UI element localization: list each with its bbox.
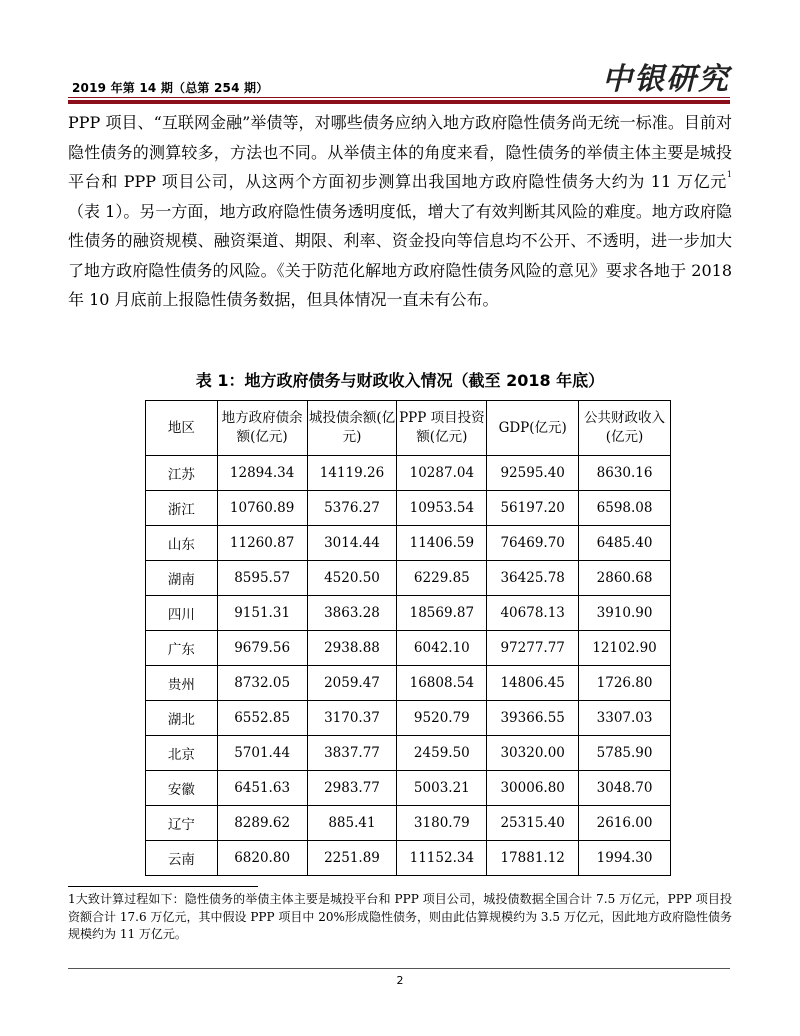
table-header-cell: 地方政府债余额(亿元): [217, 401, 307, 456]
value-cell: 92595.40: [487, 456, 579, 491]
value-cell: 3307.03: [579, 701, 671, 736]
value-cell: 1726.80: [579, 666, 671, 701]
value-cell: 5785.90: [579, 736, 671, 771]
value-cell: 25315.40: [487, 806, 579, 841]
value-cell: 2860.68: [579, 561, 671, 596]
value-cell: 1994.30: [579, 841, 671, 876]
value-cell: 18569.87: [397, 596, 487, 631]
region-cell: 云南: [146, 841, 218, 876]
body-paragraph: [68, 108, 732, 315]
brand-logo: 中银研究: [602, 62, 730, 97]
value-cell: 40678.13: [487, 596, 579, 631]
table-row: [146, 701, 671, 736]
table-row: [146, 841, 671, 876]
table-row: [146, 736, 671, 771]
value-cell: 56197.20: [487, 491, 579, 526]
value-cell: 12894.34: [217, 456, 307, 491]
value-cell: 3048.70: [579, 771, 671, 806]
value-cell: 9679.56: [217, 631, 307, 666]
value-cell: 6820.80: [217, 841, 307, 876]
value-cell: 17881.12: [487, 841, 579, 876]
value-cell: 8630.16: [579, 456, 671, 491]
table-row: [146, 491, 671, 526]
region-cell: 湖南: [146, 561, 218, 596]
value-cell: 2938.88: [307, 631, 397, 666]
region-cell: 广东: [146, 631, 218, 666]
value-cell: 6451.63: [217, 771, 307, 806]
table-title: 表 1：地方政府债务与财政收入情况（截至 2018 年底）: [195, 371, 605, 390]
value-cell: 8595.57: [217, 561, 307, 596]
value-cell: 3014.44: [307, 526, 397, 561]
table-row: [146, 631, 671, 666]
table-header-cell: GDP(亿元): [487, 401, 579, 456]
value-cell: 2983.77: [307, 771, 397, 806]
paragraph-rest-text: （表 1）。另一方面，地方政府隐性债务透明度低，增大了有效判断其风险的难度。地方政府隐性债务的融资规模、融资渠道、期限、利率、资金投向等信息均不公开、不透明，进一步加大了地方政府隐性债务的风险。《关于防范化解地方政府隐性债务风险的意见》要求各地于 2018 年 10 月底前上报隐性债务数据，但具体情况一直未有公布。: [68, 201, 732, 309]
value-cell: 3910.90: [579, 596, 671, 631]
debt-revenue-table: [145, 400, 671, 876]
value-cell: 6598.08: [579, 491, 671, 526]
value-cell: 30320.00: [487, 736, 579, 771]
value-cell: 8732.05: [217, 666, 307, 701]
value-cell: 2459.50: [397, 736, 487, 771]
value-cell: 30006.80: [487, 771, 579, 806]
table-row: [146, 596, 671, 631]
footer-divider: [68, 968, 730, 969]
footnote-reference[interactable]: 1: [726, 170, 732, 179]
header-divider-thin: [68, 97, 730, 98]
value-cell: 39366.55: [487, 701, 579, 736]
value-cell: 76469.70: [487, 526, 579, 561]
table-header-cell: 公共财政收入(亿元): [579, 401, 671, 456]
value-cell: 6229.85: [397, 561, 487, 596]
table-body: [146, 456, 671, 876]
value-cell: 11406.59: [397, 526, 487, 561]
value-cell: 11260.87: [217, 526, 307, 561]
value-cell: 11152.34: [397, 841, 487, 876]
region-cell: 湖北: [146, 701, 218, 736]
value-cell: 97277.77: [487, 631, 579, 666]
value-cell: 6042.10: [397, 631, 487, 666]
table-header-cell: PPP 项目投资额(亿元): [397, 401, 487, 456]
value-cell: 3863.28: [307, 596, 397, 631]
value-cell: 14119.26: [307, 456, 397, 491]
table-header-row: [146, 401, 671, 456]
region-cell: 四川: [146, 596, 218, 631]
value-cell: 3837.77: [307, 736, 397, 771]
value-cell: 885.41: [307, 806, 397, 841]
value-cell: 5376.27: [307, 491, 397, 526]
issue-header: 2019 年第 14 期（总第 254 期）: [72, 81, 269, 95]
region-cell: 辽宁: [146, 806, 218, 841]
table-header-cell: 城投债余额(亿元): [307, 401, 397, 456]
value-cell: 2059.47: [307, 666, 397, 701]
value-cell: 12102.90: [579, 631, 671, 666]
value-cell: 10287.04: [397, 456, 487, 491]
region-cell: 浙江: [146, 491, 218, 526]
table-row: [146, 806, 671, 841]
value-cell: 16808.54: [397, 666, 487, 701]
region-cell: 山东: [146, 526, 218, 561]
value-cell: 10760.89: [217, 491, 307, 526]
table-row: [146, 456, 671, 491]
value-cell: 5701.44: [217, 736, 307, 771]
page-number: 2: [396, 974, 404, 987]
region-cell: 贵州: [146, 666, 218, 701]
value-cell: 6485.40: [579, 526, 671, 561]
value-cell: 14806.45: [487, 666, 579, 701]
value-cell: 5003.21: [397, 771, 487, 806]
table-header-cell: 地区: [146, 401, 218, 456]
value-cell: 3170.37: [307, 701, 397, 736]
value-cell: 9520.79: [397, 701, 487, 736]
table-row: [146, 526, 671, 561]
value-cell: 4520.50: [307, 561, 397, 596]
footnote-divider: [68, 886, 258, 887]
footnote-text: 1大致计算过程如下：隐性债务的举债主体主要是城投平台和 PPP 项目公司，城投债数据全国合计 7.5 万亿元，PPP 项目投资额合计 17.6 万亿元，其中假设 PPP 项目中 20%形成隐性债务，则由此估算规模约为 3.5 万亿元，因此地方政府隐性债务规模约为 11 万亿元。: [68, 892, 732, 941]
region-cell: 江苏: [146, 456, 218, 491]
value-cell: 8289.62: [217, 806, 307, 841]
value-cell: 2251.89: [307, 841, 397, 876]
region-cell: 安徽: [146, 771, 218, 806]
table-row: [146, 666, 671, 701]
table-row: [146, 561, 671, 596]
value-cell: 2616.00: [579, 806, 671, 841]
header-divider-thick: [68, 100, 730, 104]
value-cell: 6552.85: [217, 701, 307, 736]
value-cell: 36425.78: [487, 561, 579, 596]
value-cell: 3180.79: [397, 806, 487, 841]
value-cell: 10953.54: [397, 491, 487, 526]
value-cell: 9151.31: [217, 596, 307, 631]
paragraph-main-text: PPP 项目、“互联网金融”举债等，对哪些债务应纳入地方政府隐性债务尚无统一标准。目前对隐性债务的测算较多，方法也不同。从举债主体的角度来看，隐性债务的举债主体主要是城投平台和 PPP 项目公司，从这两个方面初步测算出我国地方政府隐性债务大约为 11 万亿元: [68, 113, 732, 191]
table-row: [146, 771, 671, 806]
region-cell: 北京: [146, 736, 218, 771]
